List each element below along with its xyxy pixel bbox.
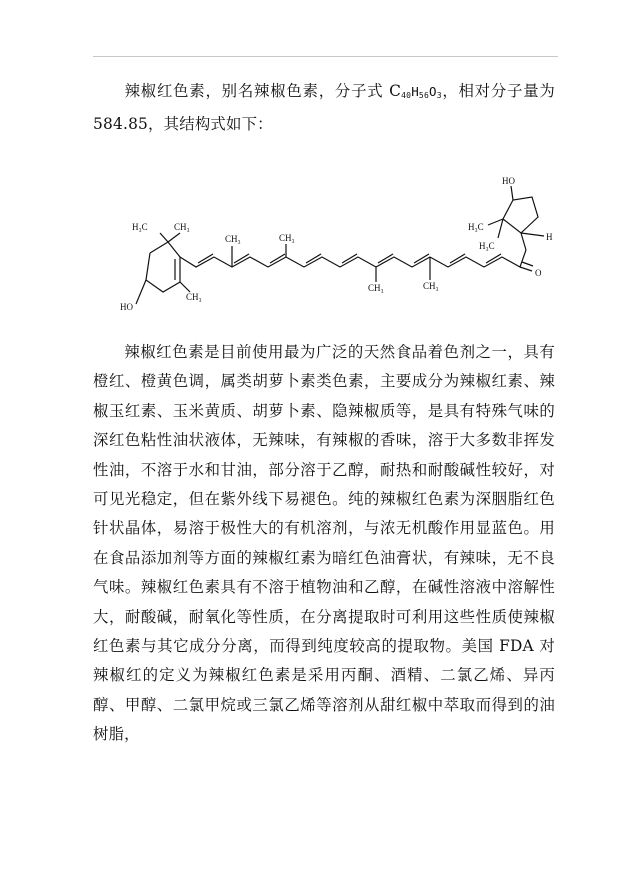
label-ch3-c: CH₃ [225, 234, 241, 244]
gem-dimethyl-bond-a [160, 233, 168, 242]
structural-formula [118, 170, 558, 320]
right-ring-bonds [503, 197, 538, 233]
intro-text-b: ，相对分子量为 584.85，其结构式如下： [93, 82, 555, 134]
label-ch3-a: CH₃ [174, 222, 190, 232]
ketone-double [522, 262, 533, 266]
ring-methyl-b [498, 219, 503, 238]
body-text: 辣椒红色素是目前使用最为广泛的天然食品着色剂之一，具有橙红、橙黄色调，属类胡萝卜素类色素，主要成分为辣椒红素、辣椒玉红素、玉米黄质、胡萝卜素、隐辣椒质等，是具有特殊气味的深红色粘性油状液体，无辣味，有辣椒的香味，溶于大多数非挥发性油，不溶于水和甘油，部分溶于乙醇，耐热和耐酸碱性较好，对可见光稳定，但在紫外线下易褪色。纯的辣椒红色素为深胭脂红色针状晶体，易溶于极性大的有机溶剂，与浓无机酸作用显蓝色。用在食品添加剂等方面的辣椒红素为暗红色油膏状，有辣味，无不良气味。辣椒红色素具有不溶于植物油和乙醇，在碱性溶液中溶解性大，耐酸碱，耐氧化等性质，在分离提取时可利用这些性质使辣椒红色素与其它成分分离，而得到纯度较高的提取物。美国 FDA 对辣椒红的定义为辣椒红色素是采用丙酮、酒精、二氯乙烯、异丙醇、甲醇、二氯甲烷或三氯乙烯等溶剂从甜红椒中萃取而得到的油树脂， [93, 343, 555, 744]
intro-paragraph [93, 77, 555, 140]
label-o-ketone: O [535, 268, 542, 278]
label-h3c-a: H₃C [132, 222, 148, 232]
ho-bond-left [136, 280, 146, 304]
intro-text-a: 辣椒红色素，别名辣椒色素，分子式 C [124, 82, 402, 100]
label-h3c-b: H₃C [468, 222, 484, 232]
label-ho-top: HO [502, 176, 515, 186]
ho-bond-top [511, 186, 513, 200]
formula-sub-h: 56 [418, 91, 429, 100]
label-h3c-c: H₃C [479, 241, 495, 251]
formula-h: H [411, 84, 419, 99]
ketone-bond [520, 267, 532, 271]
label-ch3-f: CH₃ [423, 281, 439, 291]
ring-methyl-a [488, 219, 503, 225]
label-ch3-b: CH₃ [186, 292, 202, 302]
label-ho-left: HO [120, 302, 133, 312]
formula-o: O [428, 84, 437, 99]
label-ch3-e: CH₃ [368, 283, 384, 293]
label-h-right: H [546, 232, 553, 242]
formula-sub-o: 3 [436, 91, 442, 100]
formula-sub-c: 40 [401, 91, 412, 100]
gem-dimethyl-bond-b [168, 233, 180, 242]
ring-methyl-bond [180, 282, 190, 292]
h-bond-right [521, 233, 544, 236]
body-paragraph [93, 338, 555, 750]
label-ch3-d: CH₃ [279, 233, 295, 243]
header-rule [93, 56, 558, 57]
ketone-to-ring [521, 233, 526, 250]
molecular-formula [401, 84, 442, 99]
